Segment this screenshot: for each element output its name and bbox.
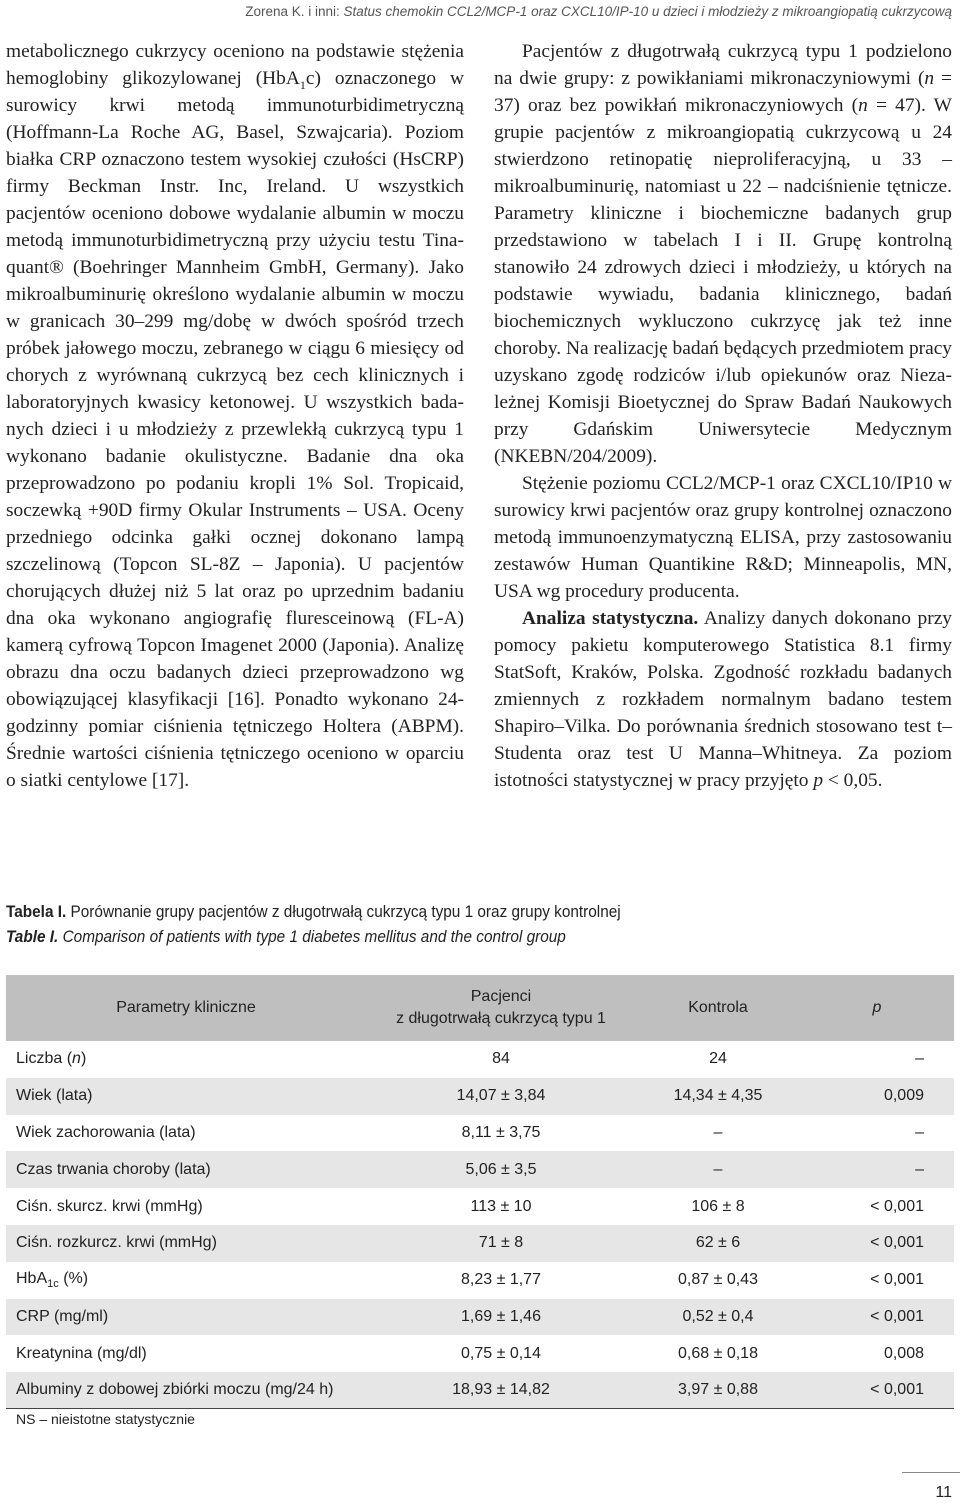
header-param: Parametry kliniczne xyxy=(116,999,256,1016)
right-column xyxy=(494,38,952,794)
table-footnote: NS – nieistotne statystycznie xyxy=(16,1411,195,1427)
header-authors: Zorena K. i inni: xyxy=(245,4,344,19)
header-patients-line2: z długotrwałą cukrzycą typu 1 xyxy=(396,1010,606,1027)
left-text-a: metabolicznego cukrzycy oceniono na podstawie stężenia hemoglobiny glikozylowanej (HbA xyxy=(6,41,464,89)
row-p: < 0,001 xyxy=(870,1271,924,1289)
table-row xyxy=(6,1115,954,1152)
right-p1-n1: n xyxy=(924,68,935,89)
row-param: Wiek (lata) xyxy=(16,1087,93,1105)
row-p: – xyxy=(915,1123,924,1141)
row-param: CRP (mg/ml) xyxy=(16,1307,109,1325)
row-patients: 8,23 ± 1,77 xyxy=(461,1271,541,1289)
row-control: 0,52 ± 0,4 xyxy=(682,1307,754,1325)
right-p1-text-a: Pacjentów z długotrwałą cukrzycą typu 1 podzielono na dwie grupy: z powikłaniami mikronaczyniowymi ( xyxy=(494,41,952,89)
left-text-b: c) oznaczonego w surowicy krwi metodą immunoturbidimetryczną (Hoffmann-La Roche AG, Basel, Szwajcaria). Poziom białka CRP oznaczono testem wysokiej czułości (HsCRP) firmy Beckman Instr. Inc, Ireland. U wszystkich pacjentów oceniono dobowe wydalanie albumin w moczu metodą immunoturbidimetryczną przy użyciu testu Tina-quant® (Boehringer Mannheim GmbH, Germany). Jako mikroalbuminurię określono wydalanie albumin w moczu w granicach 30–299 mg/dobę w dwóch spośród trzech próbek jałowego moczu, zebranego w ciągu 6 miesięcy od chorych z wyrównaną cukrzycą bez cech klinicznych i laboratoryjnych kwasicy ketonowej. U wszystkich badanych dzieci i u młodzieży z przewlekłą cukrzycą typu 1 wykonano badanie okulistyczne. Badanie dna oka przeprowadzono po podaniu kropli 1% Sol. Tropicaid, soczewką +90D firmy Okular Instruments – USA. Oceny przedniego odcinka gałki ocznej dokonano lampą szczelinową (Topcon SL-8Z – Japonia). U pacjentów chorujących dłużej niż 5 lat oraz po uprzednim badaniu dna oka wykonano angiografię fluresceinową (FL-A) kamerą cyfrową Topcon Imagenet 2000 (Japonia). Analizę obrazu dna oczu badanych dzieci przeprowadzono wg obowiązującej klasyfikacji [16]. Ponadto wykonano 24-godzinny pomiar ciśnienia tętniczego Holtera (ABPM). Średnie wartości ciśnienia tętniczego oceniono w oparciu o siatki centylowe [17]. xyxy=(6,68,465,791)
row-patients: 18,93 ± 14,82 xyxy=(452,1381,550,1399)
header-p xyxy=(800,975,954,1041)
table-row xyxy=(6,1335,954,1372)
param-text: HbA xyxy=(16,1270,48,1288)
table-row xyxy=(6,1078,954,1115)
row-param: Ciśn. skurcz. krwi (mmHg) xyxy=(16,1197,203,1215)
table-row xyxy=(6,1299,954,1336)
left-column xyxy=(6,38,464,794)
table-row xyxy=(6,1225,954,1262)
hba-subscript: 1 xyxy=(299,77,306,92)
header-title: Status chemokin CCL2/MCP-1 oraz CXCL10/IP-10 u dzieci i młodzieży z mikroangiopatią cukrzycową xyxy=(343,4,952,19)
table-row xyxy=(6,1151,954,1188)
row-patients: 84 xyxy=(492,1050,510,1068)
row-p: < 0,001 xyxy=(870,1197,924,1215)
right-paragraph-1 xyxy=(494,38,952,470)
row-patients: 1,69 ± 1,46 xyxy=(461,1307,541,1325)
row-control: 0,68 ± 0,18 xyxy=(678,1344,758,1362)
row-p: – xyxy=(915,1050,924,1068)
right-p3-text-b: < 0,05. xyxy=(823,770,883,791)
row-param: Kreatynina (mg/dl) xyxy=(16,1344,147,1362)
header-p-letter: p xyxy=(872,999,882,1016)
running-header xyxy=(245,4,952,19)
row-param: Albuminy z dobowej zbiórki moczu (mg/24 h) xyxy=(16,1381,334,1399)
right-p1-text-b: = 37) oraz bez powikłań mikronaczyniowych ( xyxy=(494,68,952,116)
comparison-table xyxy=(6,975,954,1409)
table-caption-pl xyxy=(6,903,621,922)
param-text: Liczba ( xyxy=(16,1050,73,1068)
caption-en-label: Table I. xyxy=(6,928,59,946)
row-param: Czas trwania choroby (lata) xyxy=(16,1160,211,1178)
row-param xyxy=(6,1262,366,1299)
row-control: 3,97 ± 0,88 xyxy=(678,1381,758,1399)
caption-pl-label: Tabela I. xyxy=(6,903,67,921)
caption-en-text: Comparison of patients with type 1 diabetes mellitus and the control group xyxy=(58,928,566,946)
param-n: n xyxy=(72,1050,81,1068)
row-p: 0,009 xyxy=(883,1087,924,1105)
row-control: 24 xyxy=(709,1050,727,1068)
row-param: Ciśn. rozkurcz. krwi (mmHg) xyxy=(16,1234,217,1252)
section-heading-statistics: Analiza statystyczna. xyxy=(522,608,699,629)
row-control: 106 ± 8 xyxy=(691,1197,745,1215)
row-patients: 5,06 ± 3,5 xyxy=(465,1160,537,1178)
row-p: < 0,001 xyxy=(870,1381,924,1399)
row-p: – xyxy=(915,1160,924,1178)
row-patients: 71 ± 8 xyxy=(478,1234,524,1252)
row-control: 62 ± 6 xyxy=(695,1234,741,1252)
table-caption-en xyxy=(6,928,566,947)
right-p1-text-c: = 47). W grupie pacjentów z mikroangiopatią cukrzycową u 24 stwierdzono retinopatię nieproliferacyjną, u 33 – mikroalbuminurię, natomiast u 22 – nadciśnienie tętnicze. Parametry kliniczne i biochemiczne badanych grup przedstawiono w tabelach I i II. Grupę kontrolną stanowiło 24 zdrowych dzieci i młodzieży, u których na podstawie wywiadu, badania klinicznego, badań biochemicznych wykluczono cukrzycę jak też inne choroby. Na realizację badań będących przedmiotem pracy uzyskano zgodę rodziców i/lub opiekunów oraz Niezależnej Komisji Bioetycznej do Spraw Badań Naukowych przy Gdańskim Uniwersytecie Medycznym (NKEBN/204/2009). xyxy=(494,95,952,467)
table-row xyxy=(6,1262,954,1299)
left-paragraph xyxy=(6,38,464,794)
right-p3-p: p xyxy=(813,770,824,791)
right-p3-text-a: Analizy danych dokonano przy pomocy pakietu komputerowego Statistica 8.1 firmy StatSoft, Kraków, Polska. Zgodność rozkładu badanych zmiennych z rozkładem normalnym badano testem Shapiro–Vilka. Do porównania średnich stosowano test t–Studenta oraz test U Manna–Whitneya. Za poziom istotności statystycznej w pracy przyjęto xyxy=(494,608,953,791)
row-control: 14,34 ± 4,35 xyxy=(673,1087,763,1105)
row-patients: 113 ± 10 xyxy=(470,1197,532,1215)
header-patients xyxy=(366,975,636,1041)
param-text: ) xyxy=(80,1050,87,1068)
row-param xyxy=(6,1041,366,1078)
row-control: – xyxy=(713,1160,723,1178)
caption-pl-text: Porównanie grupy pacjentów z długotrwałą cukrzycą typu 1 oraz grupy kontrolnej xyxy=(66,903,621,921)
param-text: (%) xyxy=(58,1270,89,1288)
table-row xyxy=(6,1188,954,1225)
right-paragraph-3 xyxy=(494,605,952,794)
page-number-rule xyxy=(902,1472,960,1473)
param-subscript: 1c xyxy=(47,1278,59,1291)
row-p: < 0,001 xyxy=(870,1307,924,1325)
row-p: < 0,001 xyxy=(870,1234,924,1252)
header-control: Kontrola xyxy=(688,999,748,1016)
row-control: – xyxy=(713,1123,723,1141)
table-header-row xyxy=(6,975,954,1041)
row-p: 0,008 xyxy=(883,1344,924,1362)
table-row xyxy=(6,1372,954,1409)
right-p1-n2: n xyxy=(858,95,868,116)
header-patients-line1: Pacjenci xyxy=(470,988,532,1005)
page-number: 11 xyxy=(935,1484,952,1501)
row-param: Wiek zachorowania (lata) xyxy=(16,1123,196,1141)
row-patients: 14,07 ± 3,84 xyxy=(456,1087,546,1105)
row-patients: 8,11 ± 3,75 xyxy=(461,1123,541,1141)
row-control: 0,87 ± 0,43 xyxy=(678,1271,758,1289)
right-paragraph-2: Stężenie poziomu CCL2/MCP-1 oraz CXCL10/IP10 w surowicy krwi pacjentów oraz grupy kontrolnej oznaczono metodą immunoenzymatyczną ELISA, przy zastosowaniu zestawów Human Quantikine R&D; Minneapolis, MN, USA wg procedury producenta. xyxy=(494,473,952,602)
row-patients: 0,75 ± 0,14 xyxy=(461,1344,541,1362)
table-row xyxy=(6,1041,954,1078)
